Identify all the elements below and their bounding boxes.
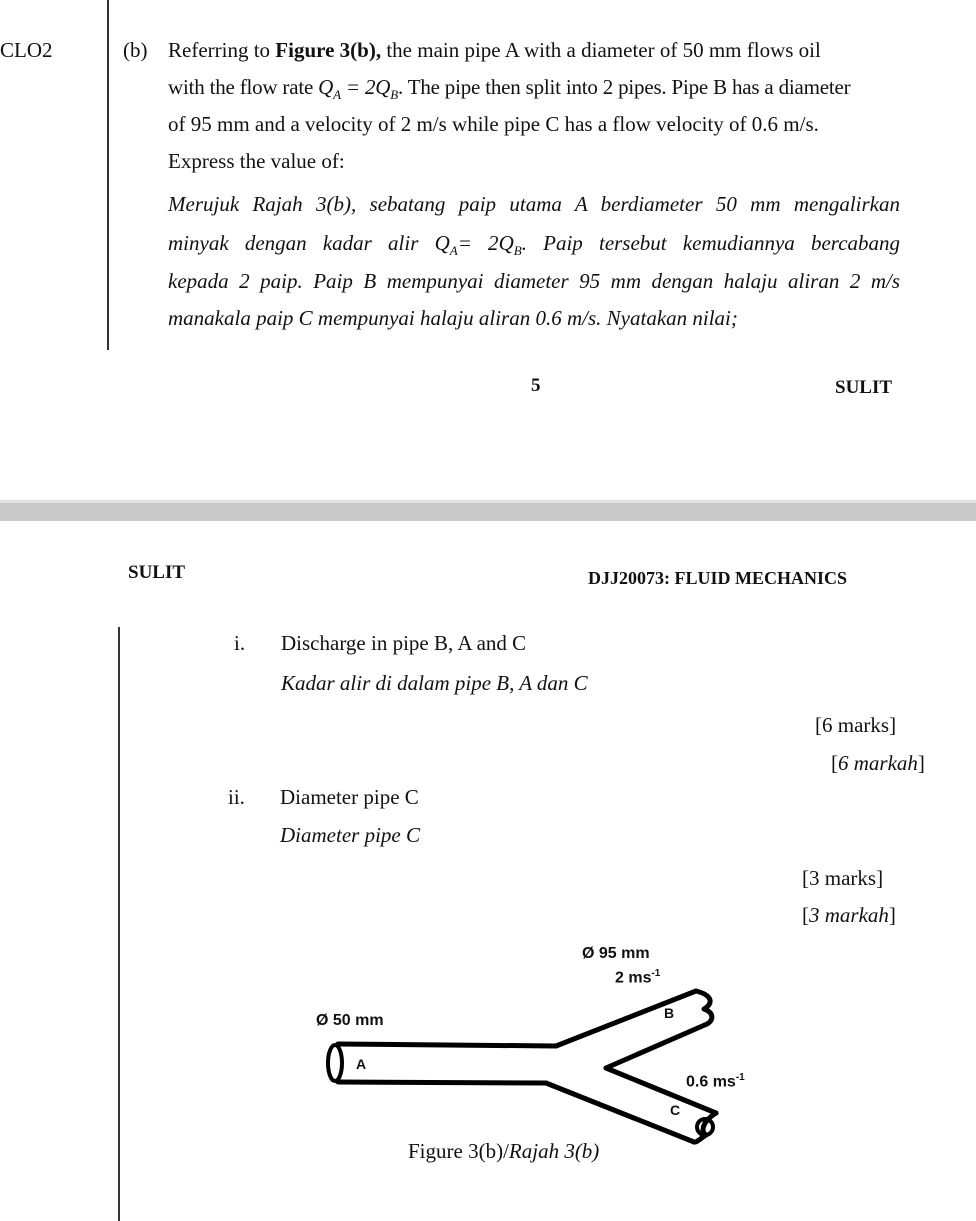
question-line-4: Express the value of: xyxy=(168,149,345,173)
page-5 xyxy=(0,0,976,503)
page-6 xyxy=(0,521,976,1221)
question-line-2: with the flow rate $Q_A = 2Q_B$. The pipe then split into 2 pipes. Pipe B has a diameter xyxy=(168,75,851,103)
footer-sulit: SULIT xyxy=(835,377,893,398)
label-pipe-a: A xyxy=(356,1056,367,1072)
item-text: Discharge in pipe B, A and C xyxy=(281,631,527,655)
page-separator xyxy=(0,503,976,521)
marks-malay: [3 markah] xyxy=(802,903,896,927)
margin-rule xyxy=(107,0,109,350)
malay-line-1: Merujuk Rajah 3(b), sebatang paip utama A berdiameter 50 mm mengalirkan xyxy=(168,192,900,216)
pipe-a-end xyxy=(328,1045,342,1081)
label-pipe-c: C xyxy=(670,1102,681,1118)
header-course: DJJ20073: FLUID MECHANICS xyxy=(588,568,848,588)
pipe-b-end xyxy=(696,991,712,1024)
question-line-3: of 95 mm and a velocity of 2 m/s while pipe C has a flow velocity of 0.6 m/s. xyxy=(168,112,819,136)
marks: [3 marks] xyxy=(802,866,884,890)
item-text: Diameter pipe C xyxy=(280,785,419,809)
pipe-a-bottom-wall xyxy=(338,1082,546,1083)
label-velocity-c: 0.6 $ms^{-1}$ xyxy=(686,1072,745,1091)
marks-malay: [6 markah] xyxy=(831,751,925,775)
header-sulit: SULIT xyxy=(128,562,186,583)
label-pipe-b: B xyxy=(664,1005,675,1021)
label-velocity-b: 2 $ms^{-1}$ xyxy=(615,968,661,987)
item-number: i. xyxy=(234,631,246,655)
malay-line-3: kepada 2 paip. Paip B mempunyai diameter 95 mm dengan halaju aliran 2 m/s xyxy=(168,269,900,293)
pipe-a-top-wall xyxy=(338,1044,556,1046)
malay-line-4: manakala paip C mempunyai halaju aliran 0.6 m/s. Nyatakan nilai; xyxy=(168,306,738,330)
clo-label: CLO2 xyxy=(0,38,53,62)
question-line-1: Referring to Figure 3(b), the main pipe A with a diameter of 50 mm flows oil xyxy=(168,38,821,62)
part-label: (b) xyxy=(123,38,148,62)
malay-line-2: minyak dengan kadar alir $Q_A= 2Q_B$. Paip tersebut kemudiannya bercabang xyxy=(168,231,901,259)
figure-caption: Figure 3(b)/Rajah 3(b) xyxy=(408,1139,600,1163)
item-text-malay: Diameter pipe C xyxy=(280,823,420,847)
marks: [6 marks] xyxy=(815,713,897,737)
pipe-figure xyxy=(0,521,976,1221)
pipe-b-inner-wall xyxy=(606,1024,707,1068)
label-diameter-b: Ø 95 mm xyxy=(582,945,650,962)
item-number: ii. xyxy=(228,785,245,809)
label-diameter-a: Ø 50 mm xyxy=(316,1012,384,1029)
item-text-malay: Kadar alir di dalam pipe B, A dan C xyxy=(281,671,588,695)
page-number: 5 xyxy=(531,375,541,396)
